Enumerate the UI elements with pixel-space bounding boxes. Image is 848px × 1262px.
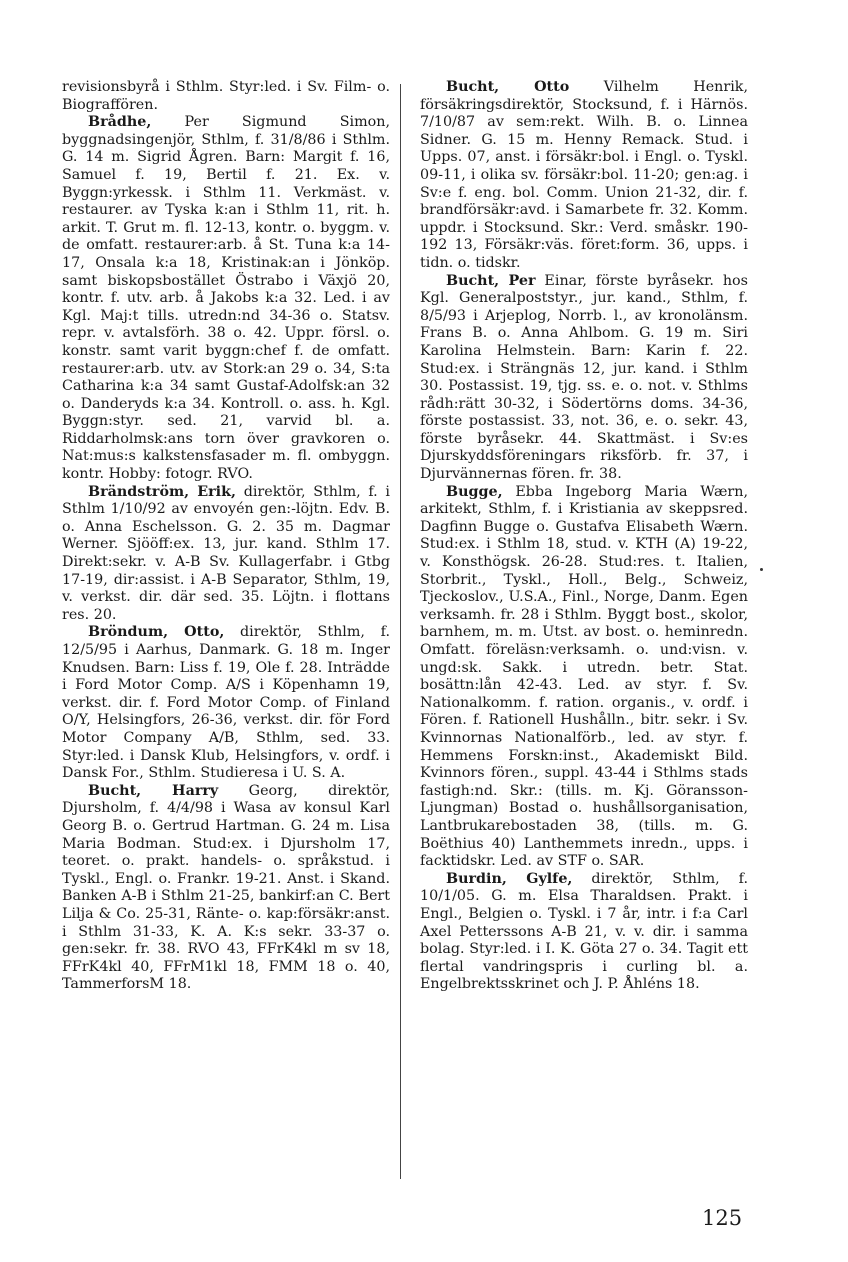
entry-bucht-per: Bucht, Per Einar, förste byråsekr. hos Kgl. Generalpoststyr., jur. kand., Sthlm, f. 8/5/93 i Arjeplog, Norrb. l., av kronolänsm. Frans B. o. Anna Ahlbom. G. 19 m. Siri Karolina Helmstein. Barn: Karin f. 22. Stud:ex. i Strängnäs 12, jur. kand. i Sthlm 30. Postassist. 19, tjg. ss. e. o. not. v. Sthlms rådh:rätt 30-32, i Södertörns doms. 34-36, förste postassist. 33, not. 36, e. o. sekr. 43, förste byråsekr. 44. Skattmäst. i Sv:es Djurskyddsföreningars riksförb. fr. 37, i Djurvännernas fören. fr. 38. <box>420 272 749 483</box>
page-number: 125 <box>702 1206 743 1230</box>
entry-bucht-otto: Bucht, Otto Vilhelm Henrik, försäkringsdirektör, Stocksund, f. i Härnös. 7/10/87 av sem:rekt. Wilh. B. o. Linnea Sidner. G. 15 m. Henny Remack. Stud. i Upps. 07, anst. i försäkr:bol. i Engl. o. Tyskl. 09-11, i olika sv. försäkr:bol. 11-20; gen:ag. i Sv:e f. eng. bol. Comm. Union 21-32, dir. f. brandförsäkr:avd. i Samarbete fr. 32. Komm. uppdr. i Stocksund. Skr.: Verd. småskr. 190-192 13, Försäkr:väs. föret:form. 36, upps. i tidn. o. tidskr. <box>420 79 749 271</box>
column-divider <box>400 84 401 1179</box>
entry-bradhe: Brådhe, Per Sigmund Simon, byggnadsingenjör, Sthlm, f. 31/8/86 i Sthlm. G. 14 m. Sigrid Ågren. Barn: Margit f. 16, Samuel f. 19, Bertil f. 21. Ex. v. Byggn:yrkessk. i Sthlm 11. Verkmäst. v. restaurer. av Tyska k:an i Sthlm 11, rit. h. arkit. T. Grut m. fl. 12-13, kontr. o. byggm. v. de omfatt. restaurer:arb. å St. Tuna k:a 14-17, Onsala k:a 18, Kristinak:an i Jönköp. samt biskopsbostället Östrabo i Växjö 20, kontr. f. utv. arb. å Jakobs k:a 32. Led. i av Kgl. Maj:t tills. utredn:nd 34-36 o. Statsv. repr. v. avtalsförh. 38 o. 42. Uppr. försl. o. konstr. samt varit byggn:chef f. de omfatt. restaurer:arb. utv. av Stork:an 29 o. 34, S:ta Catharina k:a 34 samt Gustaf-Adolfsk:an 32 o. Danderyds k:a 34. Kontroll. o. ass. h. Kgl. Byggn:styr. sed. 21, varvid bl. a. Riddarholmsk:ans torn över gravkoren o. Nat:mus:s kalkstensfasader m. fl. ombyggn. kontr. Hobby: fotogr. RVO. <box>62 114 390 483</box>
margin-dot <box>760 568 763 571</box>
left-column <box>62 79 390 994</box>
entry-brondum: Bröndum, Otto, direktör, Sthlm, f. 12/5/95 i Aarhus, Danmark. G. 18 m. Inger Knudsen. Barn: Liss f. 19, Ole f. 28. Inträdde i Ford Motor Comp. A/S i Köpenhamn 19, verkst. dir. f. Ford Motor Comp. of Finland O/Y, Helsingfors, 26-36, verkst. dir. för Ford Motor Company A/B, Sthlm, sed. 33. Styr:led. i Dansk Klub, Helsingfors, v. ordf. i Dansk For., Sthlm. Studieresa i U. S. A. <box>62 624 390 782</box>
entry-bugge: Bugge, Ebba Ingeborg Maria Wærn, arkitekt, Sthlm, f. i Kristiania av skeppsred. Dagfinn Bugge o. Gustafva Elisabeth Wærn. Stud:ex. i Sthlm 18, stud. v. KTH (A) 19-22, v. Konsthögsk. 26-28. Stud:res. t. Italien, Storbrit., Tyskl., Holl., Belg., Schweiz, Tjeckoslov., U.S.A., Finl., Norge, Danm. Egen verksamh. fr. 28 i Sthlm. Byggt bost., skolor, barnhem, m. m. Utst. av bost. o. heminredn. Omfatt. föreläsn:verksamh. o. und:visn. v. ungd:sk. Sakk. i utredn. betr. Stat. bosättn:lån 42-43. Led. av styr. f. Sv. Nationalkomm. f. ration. organis., v. ordf. i Fören. f. Rationell Hushålln., bitr. sekr. i Sv. Kvinnornas Nationalförb., led. av styr. f. Hemmens Forskn:inst., Akademiskt Bild. Kvinnors fören., suppl. 43-44 i Sthlms stads fastigh:nd. Skr.: (tills. m. Kj. Göransson-Ljungman) Bostad o. hushållsorganisation, Lantbrukarebostaden 38, (tills. m. G. Boëthius 40) Lanthemmets inredn., upps. i facktidskr. Led. av STF o. SAR. <box>420 483 748 870</box>
entry-brandstrom: Brändström, Erik, direktör, Sthlm, f. i Sthlm 1/10/92 av envoyén gen:-löjtn. Edv. B. o. Anna Eschelsson. G. 2. 35 m. Dagmar Werner. Sjööff:ex. 13, jur. kand. Sthlm 17. Direkt:sekr. v. A-B Sv. Kullagerfabr. i Gtbg 17-19, dir:assist. i A-B Separator, Sthlm, 19, v. verkst. dir. där sed. 35. Löjtn. i flottans res. 20. <box>62 483 391 623</box>
entry-burdin: Burdin, Gylfe, direktör, Sthlm, f. 10/1/05. G. m. Elsa Tharaldsen. Prakt. i Engl., Belgien o. Tyskl. i 7 år, intr. i f:a Carl Axel Petterssons A-B 21, v. v. dir. i samma bolag. Styr:led. i I. K. Göta 27 o. 34. Tagit ett flertal vandringspris i curling bl. a. Engelbrektsskrinet och J. P. Åhléns 18. <box>420 870 748 993</box>
right-column <box>420 79 748 994</box>
entry-continuation: revisionsbyrå i Sthlm. Styr:led. i Sv. Film- o. Biograffören. <box>62 79 390 113</box>
entry-bucht-harry: Bucht, Harry Georg, direktör, Djursholm, f. 4/4/98 i Wasa av konsul Karl Georg B. o. Gertrud Hartman. G. 24 m. Lisa Maria Bodman. Stud:ex. i Djursholm 17, teoret. o. prakt. handels- o. språkstud. i Tyskl., Engl. o. Frankr. 19-21. Anst. i Skand. Banken A-B i Sthlm 21-25, bankirf:an C. Bert Lilja & Co. 25-31, Ränte- o. kap:försäkr:anst. i Sthlm 31-33, K. A. K:s sekr. 33-37 o. gen:sekr. fr. 38. RVO 43, FFrK4kl m sv 18, FFrK4kl 40, FFrM1kl 18, FMM 18 o. 40, TammerforsM 18. <box>62 782 390 993</box>
